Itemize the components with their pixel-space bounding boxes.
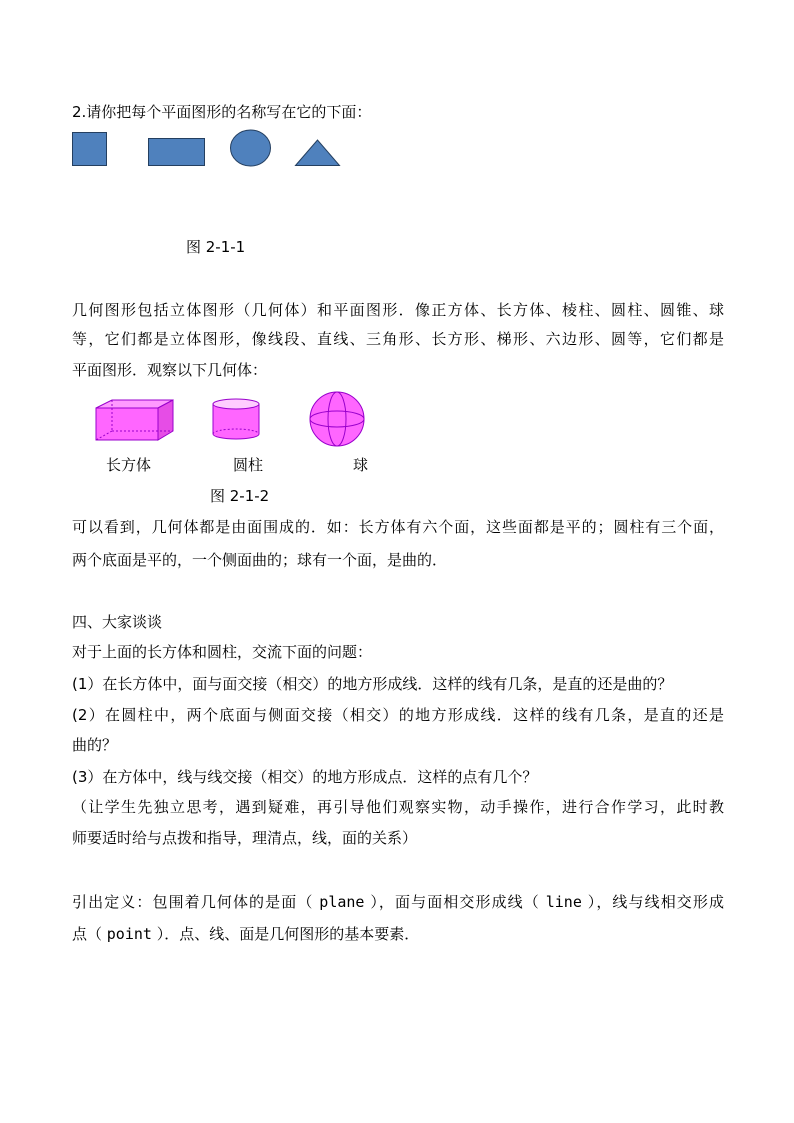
term-point: point — [106, 925, 152, 943]
teacher-note-line-1: （让学生先独立思考，遇到疑难，再引导他们观察实物，动手操作，进行合作学习，此时教 — [72, 798, 724, 816]
discussion-question-1: (1）在长方体中，面与面交接（相交）的地方形成线．这样的线有几条，是直的还是曲的？ — [72, 675, 673, 693]
square-icon — [73, 133, 107, 166]
discussion-question-2-line-1: (2）在圆柱中，两个底面与侧面交接（相交）的地方形成线．这样的线有几条，是直的还是 — [72, 706, 724, 724]
question-2-prompt: 2.请你把每个平面图形的名称写在它的下面： — [72, 103, 372, 121]
triangle-icon — [296, 140, 340, 166]
cuboid-icon — [96, 400, 173, 440]
definition-line-2 — [72, 924, 724, 944]
discussion-question-2-line-2: 曲的？ — [72, 736, 118, 754]
sphere-icon — [310, 392, 364, 446]
definition-text: 点（ — [72, 925, 107, 943]
definition-text: 引出定义：包围着几何体的是面（ — [72, 893, 320, 911]
discussion-intro: 对于上面的长方体和圆柱，交流下面的问题： — [72, 643, 373, 661]
cylinder-label: 圆柱 — [233, 456, 264, 474]
definition-line-1 — [72, 892, 724, 912]
figure-2-1-2-caption: 图 2-1-2 — [210, 487, 270, 505]
definition-text: ），线与线相交形成 — [581, 893, 724, 911]
term-line: line — [545, 893, 582, 911]
rectangle-icon — [149, 139, 205, 166]
observation-line-2: 两个底面是平的，一个侧面曲的；球有一个面，是曲的． — [72, 551, 448, 569]
plane-shapes-figure — [0, 128, 794, 188]
term-plane: plane — [319, 893, 365, 911]
figure-2-1-1-caption: 图 2-1-1 — [186, 238, 246, 256]
intro-line-3: 平面图形．观察以下几何体： — [72, 361, 268, 379]
solid-shapes-figure — [0, 393, 794, 453]
discussion-question-3: (3）在方体中，线与线交接（相交）的地方形成点．这样的点有几个？ — [72, 768, 538, 786]
definition-text: ），面与面相交形成线（ — [364, 893, 546, 911]
sphere-label: 球 — [353, 456, 369, 474]
intro-line-2: 等，它们都是立体图形，像线段、直线、三角形、长方形、梯形、六边形、圆等，它们都是 — [72, 330, 724, 348]
intro-line-1: 几何图形包括立体图形（几何体）和平面图形．像正方体、长方体、棱柱、圆柱、圆锥、球 — [72, 301, 724, 319]
definition-text: ）．点、线、面是几何图形的基本要素． — [151, 925, 420, 943]
discussion-heading: 四、大家谈谈 — [72, 613, 163, 631]
circle-icon — [231, 130, 271, 166]
teacher-note-line-2: 师要适时给与点拨和指导，理清点，线，面的关系） — [72, 829, 418, 847]
cuboid-label: 长方体 — [106, 456, 152, 474]
observation-line-1: 可以看到，几何体都是由面围成的．如：长方体有六个面，这些面都是平的；圆柱有三个面， — [72, 518, 724, 536]
cylinder-icon — [213, 399, 259, 439]
